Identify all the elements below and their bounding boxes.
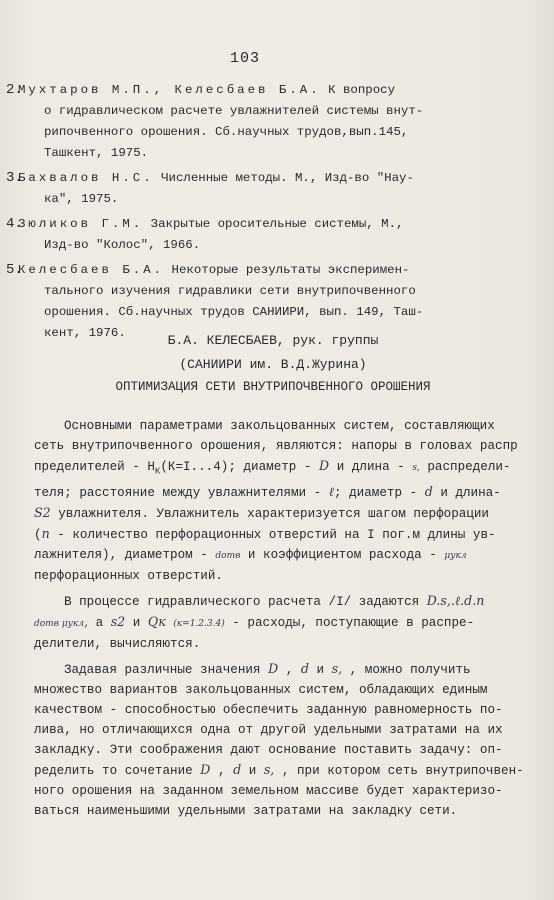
article-affiliation: (САНИИРИ им. В.Д.Журина) [179, 357, 367, 372]
reference-item [0, 214, 554, 256]
handwritten-symbol: D [268, 660, 279, 676]
handwritten-symbol: Qк [147, 613, 166, 629]
reference-number: 2. [6, 82, 23, 98]
reference-author: Келесбаев Б.А. [18, 263, 165, 277]
body-line: ного орошения на заданном земельном массиве будет характеризо- [34, 783, 503, 798]
reference-text: Некоторые результаты эксперимен- [171, 263, 410, 277]
paragraph [34, 416, 534, 586]
page-number: 103 [230, 50, 261, 67]
handwritten-symbol: d [300, 660, 309, 676]
reference-number: 3. [6, 170, 23, 186]
reference-author: Мухтаров М.П., Келесбаев Б.А. [18, 83, 321, 97]
article-title: ОПТИМИЗАЦИЯ СЕТИ ВНУТРИПОЧВЕННОГО ОРОШЕНИЯ [115, 380, 431, 394]
body-line: теля; расстояние между увлажнителями - ℓ; диаметр - d и длина- [34, 483, 501, 500]
body-line: Задавая различные значения D , d и s, , можно получить [64, 660, 471, 677]
reference-text: Численные методы. М., Изд-во "Нау- [161, 171, 414, 185]
handwritten-symbol: d [424, 483, 433, 499]
body-line: ваться наименьшими удельными затратами на закладку сети. [34, 803, 458, 818]
body-line: закладку. Эти соображения дают основание поставить задачу: оп- [34, 742, 503, 757]
body-line: лажнителя), диаметром - dотв и коэффициентом расхода - μукл [34, 547, 467, 562]
reference-text: Закрытые оросительные системы, М., [150, 217, 404, 231]
reference-author: Бахвалов Н.С. [18, 171, 154, 185]
reference-list [0, 80, 554, 348]
body-line: S2 увлажнителя. Увлажнитель характеризуется шагом перфорации [34, 504, 489, 521]
reference-text: тального изучения гидравлики сети внутрипочвенного [44, 284, 416, 298]
handwritten-symbol: D [319, 458, 330, 473]
reference-item [0, 260, 554, 344]
handwritten-symbol: s2 [110, 613, 126, 629]
reference-text: ка", 1975. [44, 192, 119, 206]
handwritten-symbol: d [233, 761, 242, 777]
reference-text: кент, 1976. [44, 326, 126, 340]
handwritten-symbol: μукл [444, 550, 467, 561]
reference-item [0, 168, 554, 210]
reference-number: 5. [6, 262, 23, 278]
body-line: ределить то сочетание D , d и s, , при котором сеть внутрипочвен- [34, 761, 524, 778]
body-line: dотв μукл, а s2 и Qк (к=1.2.3.4) - расходы, поступающие в распре- [34, 613, 475, 630]
reference-text: о гидравлическом расчете увлажнителей системы внут- [44, 104, 424, 118]
handwritten-symbol: s, [412, 463, 420, 473]
reference-number: 4. [6, 216, 23, 232]
paragraph [34, 591, 534, 654]
handwritten-symbol: s, [263, 761, 275, 777]
reference-text: Ташкент, 1975. [44, 146, 149, 160]
handwritten-symbol: (к=1.2.3.4) [173, 618, 225, 629]
handwritten-symbol: dотв μукл [34, 618, 84, 629]
body-line: (n - количество перфорационных отверстий на I пог.м длины ув- [34, 525, 496, 542]
body-line: В процессе гидравлического расчета /I/ задаются D.s,.ℓ.d.n [64, 592, 485, 609]
handwritten-symbol: D [200, 761, 211, 777]
body-line: множество вариантов закольцованных систем, обладающих единым [34, 682, 488, 697]
handwritten-symbol: s, [331, 660, 343, 676]
article-author: Б.А. КЕЛЕСБАЕВ, рук. группы [167, 333, 379, 348]
reference-item [0, 80, 554, 164]
paragraph [34, 659, 534, 821]
handwritten-symbol: ℓ [328, 483, 334, 499]
body-line: перфорационных отверстий. [34, 568, 223, 583]
body-line: Основными параметрами закольцованных систем, составляющих [64, 419, 495, 433]
reference-text: Изд-во "Колос", 1966. [44, 238, 201, 252]
reference-text: рипочвенного орошения. Сб.научных трудов,вып.145, [44, 125, 409, 139]
handwritten-symbol: D.s,.ℓ.d.n [426, 592, 485, 608]
body-line: качеством - способностью обеспечить заданную равномерность по- [34, 702, 503, 717]
article-body [34, 416, 534, 826]
body-line: сеть внутрипочвенного орошения, являются: напоры в головах распр [34, 439, 518, 453]
handwritten-symbol: S2 [34, 504, 51, 520]
handwritten-symbol: dотв [215, 550, 241, 561]
body-line: делители, вычисляются. [34, 636, 201, 651]
body-line: пределителей - $Н_К(К=I...4)$; диаметр - D и длина - s, распредели- [34, 458, 511, 477]
handwritten-symbol: n [41, 525, 50, 541]
reference-text: орошения. Сб.научных трудов САНИИРИ, вып. 149, Таш- [44, 305, 424, 319]
reference-text: К вопросу [328, 83, 395, 97]
reference-author: Зюликов Г.М. [18, 217, 144, 231]
body-line: лива, но отличающихся одна от другой удельными затратами на их [34, 722, 503, 737]
